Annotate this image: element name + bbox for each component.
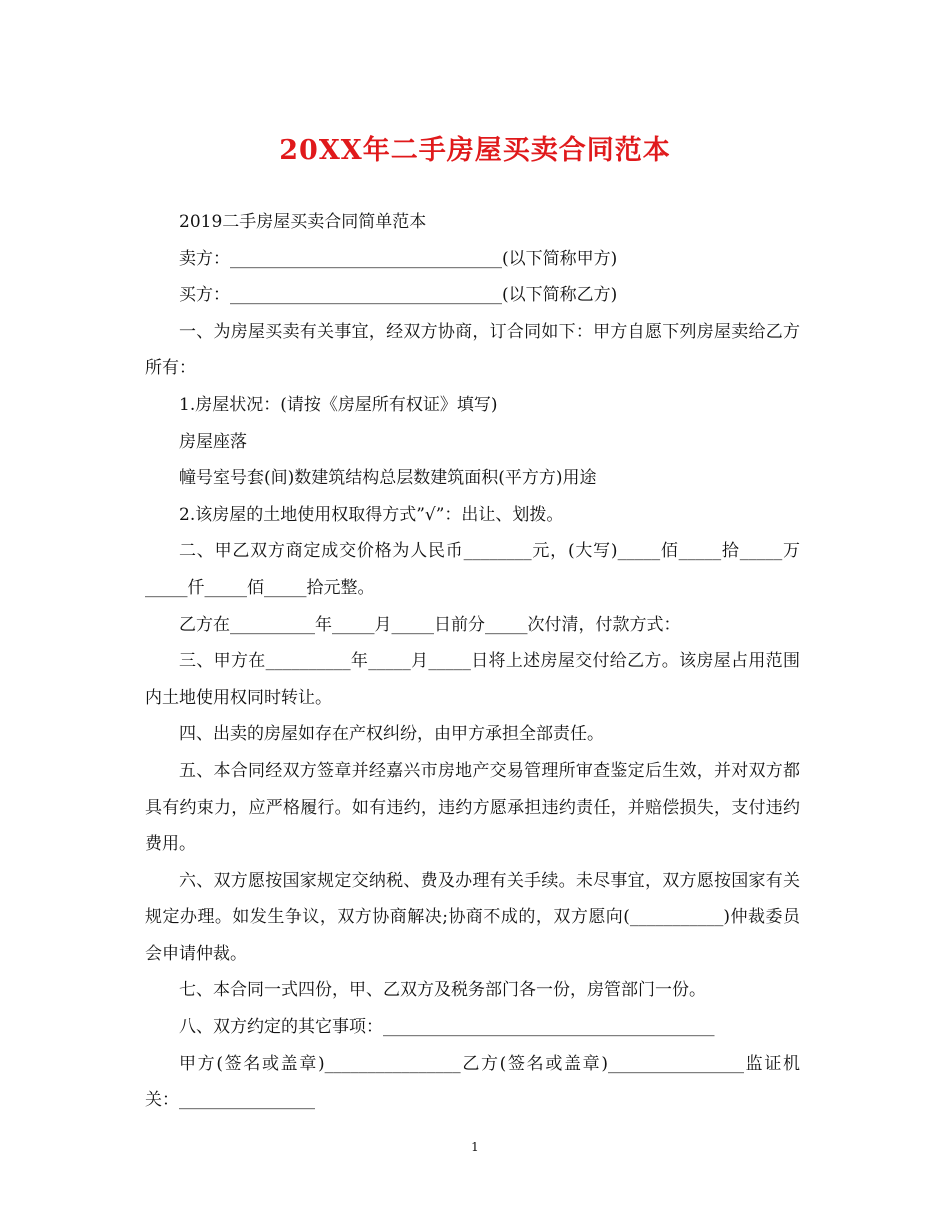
paragraph-clause-8: 八、双方约定的其它事项：_______________________________________ [179, 1017, 715, 1038]
paragraph-payment: 乙方在__________年_____月_____日前分_____次付清，付款方式： [179, 614, 681, 635]
paragraph-clause-6: 六、双方愿按国家规定交纳税、费及办理有关手续。未尽事宜，双方愿按国家有关规定办理。如发生争议，双方协商解决;协商不成的，双方愿向(___________)仲裁委员会申请仲裁。 [145, 870, 800, 964]
paragraph-subtitle: 2019二手房屋买卖合同简单范本 [179, 212, 427, 232]
document-title: 20XX年二手房屋买卖合同范本 [279, 135, 671, 166]
paragraph-signatures: 甲方(签名或盖章)________________乙方(签名或盖章)________________监证机关：________________ [145, 1053, 800, 1111]
document-body [145, 204, 800, 1119]
paragraph-house-details: 幢号室号套(间)数建筑结构总层数建筑面积(平方方)用途 [179, 468, 597, 489]
paragraph-clause-5: 五、本合同经双方签章并经嘉兴市房地产交易管理所审查鉴定后生效，并对双方都具有约束力，应严格履行。如有违约，违约方愿承担违约责任，并赔偿损失，支付违约费用。 [145, 760, 800, 855]
paragraph-house-status: 1.房屋状况：(请按《房屋所有权证》填写) [179, 394, 498, 415]
paragraph-house-location: 房屋座落 [179, 431, 247, 452]
paragraph-clause-2: 二、甲乙双方商定成交价格为人民币________元，(大写)_____佰_____拾_____万_____仟_____佰_____拾元整。 [145, 541, 800, 598]
paragraph-clause-1: 一、为房屋买卖有关事宜，经双方协商，订合同如下：甲方自愿下列房屋卖给乙方所有： [145, 321, 800, 379]
paragraph-land-use: 2.该房屋的土地使用权取得方式”√”：出让、划拨。 [179, 504, 564, 525]
page-number: 1 [471, 1140, 479, 1154]
paragraph-buyer: 买方：________________________________(以下简称乙方) [179, 285, 618, 306]
paragraph-seller: 卖方：________________________________(以下简称甲方) [179, 248, 618, 269]
paragraph-clause-4: 四、出卖的房屋如存在产权纠纷，由甲方承担全部责任。 [179, 724, 604, 745]
paragraph-clause-3: 三、甲方在__________年_____月_____日将上述房屋交付给乙方。该房屋占用范围内土地使用权同时转让。 [145, 651, 800, 708]
paragraph-clause-7: 七、本合同一式四份，甲、乙双方及税务部门各一份，房管部门一份。 [179, 980, 706, 1001]
